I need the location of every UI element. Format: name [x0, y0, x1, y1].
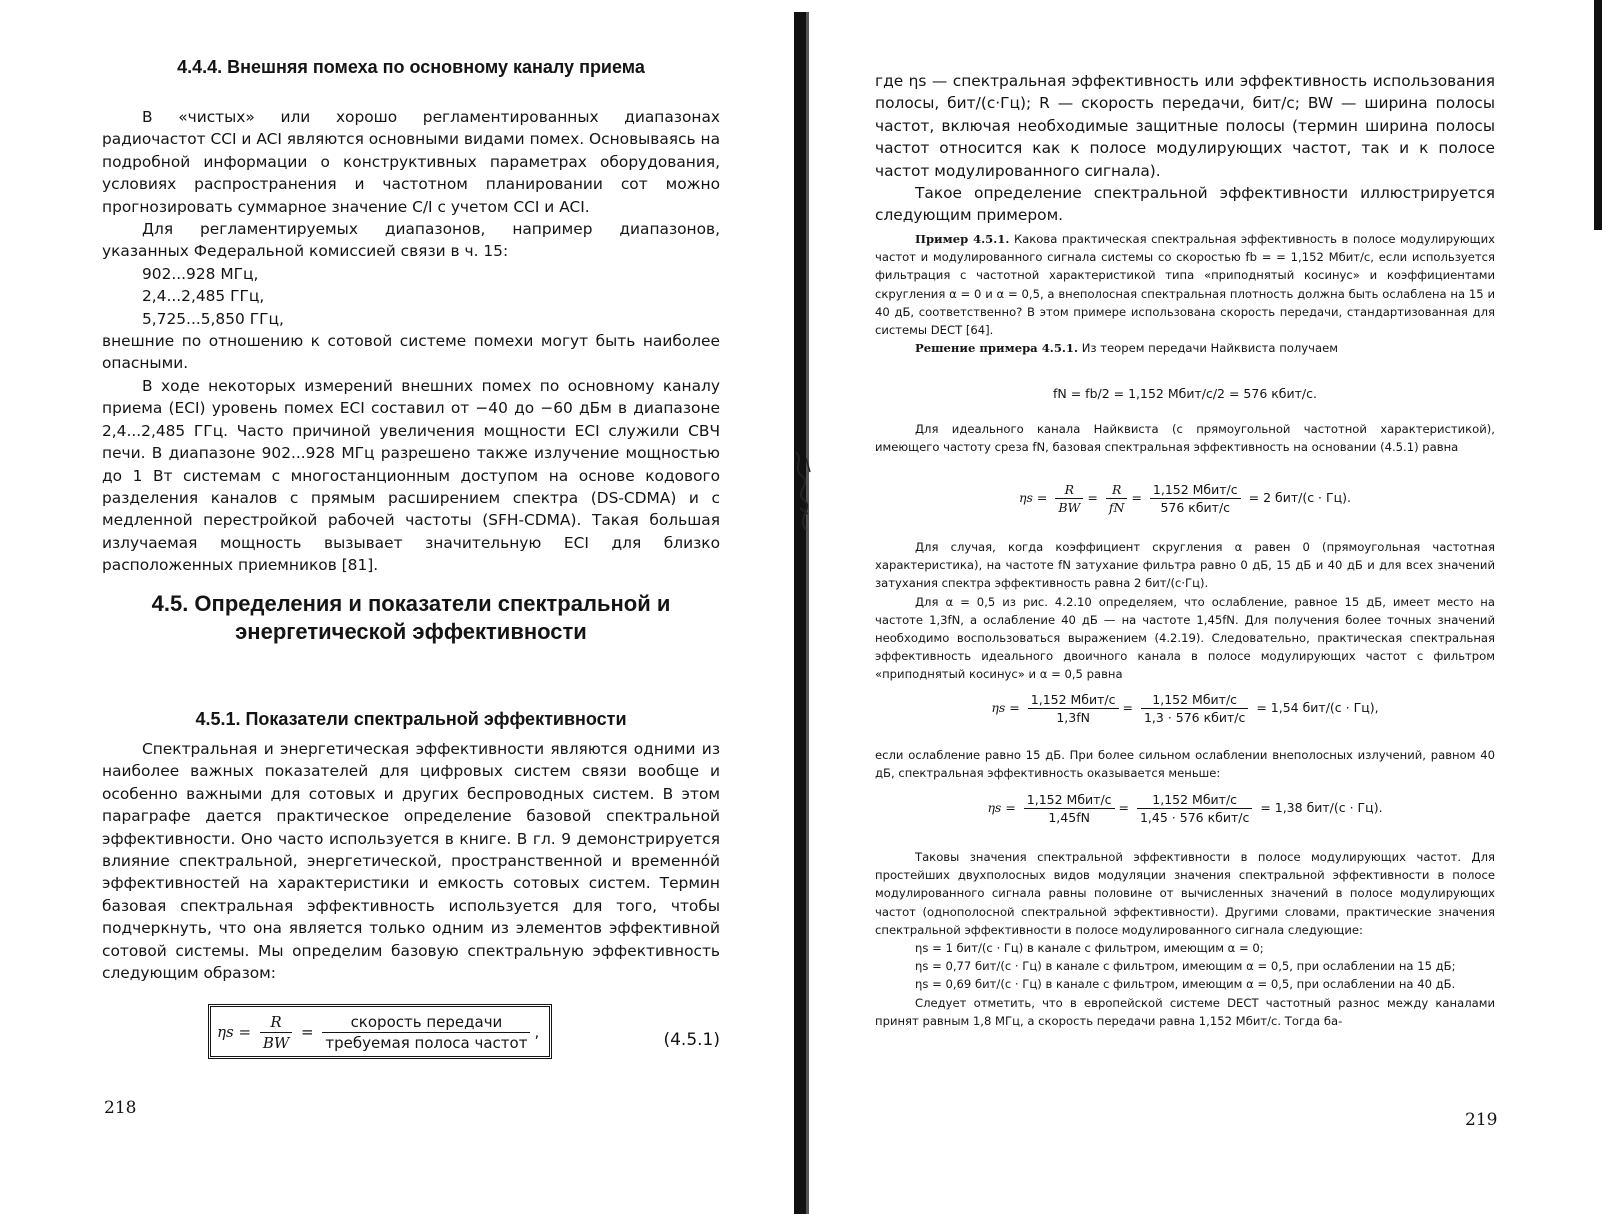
formula-fraction	[1024, 792, 1115, 825]
solution-block	[875, 339, 1495, 357]
fraction-denominator: 1,45 · 576 кбит/с	[1139, 810, 1250, 825]
formula-40db: ηs = $\frac{\text{1,152 Мбит/с}}{1,45fN}$ = $\frac{\text{1,152 Мбит/с}}{\text{1,45 · 576 кбит/с}}$ = 1,38 бит/(с · Гц).	[987, 792, 1383, 825]
formula-lhs: ηs =	[1019, 490, 1048, 505]
fraction-denominator: BW	[1058, 500, 1081, 515]
fraction-denominator: требуемая полоса частот	[325, 1034, 528, 1052]
paragraph: В ходе некоторых измерений внешних помех по основному каналу приема (ECI) уровень помех ECI составил от −40 до −60 дБм в диапазоне 2,4...2,485 ГГц. Часто причиной увеличения мощности ECI служили СВЧ печи. В диапазоне 902...928 МГц разрешено также излучение мощностью до 1 Вт системам с многостанционным доступом на основе кодового разделения каналов с прямым расширением спектра (DS-CDMA) и с медленной перестройкой рабочей частоты (SFH-CDMA). Такая большая излучаемая мощность вызывает значительную ECI для близко расположенных приемников [81].	[102, 376, 720, 575]
fraction-numerator: R	[260, 1013, 292, 1033]
result-item: ηs = 0,69 бит/(с · Гц) в канале с фильтром, имеющим α = 0,5, при ослаблении на 40 дБ.	[915, 977, 1456, 992]
paragraph: Для случая, когда коэффициент скругления α равен 0 (прямоугольная частотная характеристика), на частоте fN затухание фильтра равно 0 дБ, 15 дБ и 40 дБ и для всех значений затухания спектра эффективность равна 2 бит/(с·Гц).	[875, 540, 1495, 591]
solution-text: Из теорем передачи Найквиста получаем	[1081, 341, 1338, 356]
band-item: 902...928 МГц,	[142, 264, 259, 283]
formula-fraction	[1028, 692, 1119, 725]
boxed-formula: ηs = $\frac{R}{BW}$ = $\frac{\text{скорость передачи}}{\text{требуемая полоса частот}}$ ,	[208, 1004, 552, 1059]
result-item: ηs = 0,77 бит/(с · Гц) в канале с фильтром, имеющим α = 0,5, при ослаблении на 15 дБ;	[915, 959, 1456, 974]
chapter-title: 4.5. Определения и показатели спектральной и энергетической эффективности	[151, 591, 671, 644]
fraction-denominator: fN	[1108, 500, 1125, 515]
example-text: Какова практическая спектральная эффективность в полосе модулирующих частот и модулированного сигнала системы со скоростью fb = = 1,152 Мбит/с, если используется фильтрация с частотной характеристикой типа «приподнятый косинус» и коэффициентами скругления α = 0 и α = 0,5, а внеполосная спектральная плотность должна быть ослаблена на 15 и 40 дБ, соответственно? В этом примере использована скорость передачи, стандартизованная для системы DECT [64].	[875, 232, 1495, 338]
fraction-denominator: BW	[262, 1034, 290, 1052]
formula-fraction	[322, 1013, 530, 1052]
paragraph: где ηs — спектральная эффективность или эффективность использования полосы, бит/(с·Гц); R — скорость передачи, бит/с; BW — ширина полосы частот, включая необходимые защитные полосы (термин ширина полосы частот относится как к полосе модулирующих частот, так и к полосе частот модулированного сигнала).	[875, 72, 1495, 180]
page-number: 218	[104, 1098, 137, 1118]
formula-fraction	[1150, 482, 1241, 515]
paragraph: Следует отметить, что в европейской системе DECT частотный разнос между каналами принят равным 1,8 МГц, а скорость передачи равна 1,152 Мбит/с. Тогда ба-	[875, 995, 1495, 1028]
handwritten-mark	[790, 448, 816, 538]
solution-label: Решение примера 4.5.1.	[915, 341, 1079, 356]
formula-result: = 1,38 бит/(с · Гц).	[1260, 800, 1383, 815]
equals-sign: =	[301, 1023, 314, 1041]
fraction-numerator: скорость передачи	[322, 1013, 530, 1033]
paragraph: Для идеального канала Найквиста (с прямоугольной частотной характеристикой), имеющего частоту среза fN, базовая спектральная эффективность на основании (4.5.1) равна	[875, 422, 1495, 455]
binding-edge	[806, 12, 809, 1214]
fraction-numerator: R	[1055, 482, 1083, 499]
fraction-numerator: 1,152 Мбит/с	[1028, 692, 1119, 709]
fraction-denominator: 576 кбит/с	[1160, 500, 1231, 515]
formula-nyquist: ηs = $\frac{R}{BW}$ = $\frac{R}{fN}$ = $\frac{\text{1,152 Мбит/с}}{\text{576 кбит/с}}$ = 2 бит/(с · Гц).	[1019, 482, 1351, 515]
formula-result: = 1,54 бит/(с · Гц),	[1256, 700, 1379, 715]
formula-fraction	[1141, 692, 1248, 725]
paragraph: В «чистых» или хорошо регламентированных диапазонах радиочастот CCI и ACI являются основными видами помех. Основываясь на подробной информации о конструктивных параметрах оборудования, условиях распространения и частотном планировании сот можно прогнозировать суммарное значение C/I с учетом CCI и ACI.	[102, 108, 720, 216]
binding-shadow	[794, 12, 806, 1214]
paragraph: Таковы значения спектральной эффективности в полосе модулирующих частот. Для простейших двухполосных видов модуляции значения спектральной эффективности в полосе модулированного сигнала равны половине от вычисленных значений в полосе модулирующих частот (однополосной спектральной эффективности). Другими словами, практические значения спектральной эффективности в полосе модулированного сигнала следующие:	[875, 850, 1495, 937]
formula-fraction	[260, 1013, 292, 1052]
paragraph: внешние по отношению к сотовой системе помехи могут быть наиболее опасными.	[102, 332, 720, 373]
left-page	[0, 0, 790, 1214]
paragraph: Для регламентируемых диапазонов, например диапазонов, указанных Федеральной комиссией связи в ч. 15:	[102, 220, 720, 261]
formula-fn: fN = fb/2 = 1,152 Мбит/с/2 = 576 кбит/с.	[1053, 386, 1317, 401]
fraction-denominator: 1,45fN	[1048, 810, 1090, 825]
formula-fraction	[1106, 482, 1128, 515]
paragraph: Такое определение спектральной эффективности иллюстрируется следующим примером.	[875, 184, 1495, 225]
equation-number: (4.5.1)	[663, 1030, 720, 1050]
formula-lhs: ηs =	[991, 700, 1020, 715]
band-item: 5,725...5,850 ГГц,	[142, 309, 284, 328]
fraction-numerator: 1,152 Мбит/с	[1024, 792, 1115, 809]
fraction-numerator: R	[1106, 482, 1128, 499]
paragraph: Спектральная и энергетическая эффективности являются одними из наиболее важных показателей для цифровых систем связи вообще и особенно важными для сотовых и других беспроводных систем. В этом параграфе дается практическое определение базовой спектральной эффективности. Оно часто используется в книге. В гл. 9 демонстрируется влияние спектральной, энергетической, пространственной и временно́й эффективностей на характеристики и емкость сотовых систем. Термин базовая спектральная эффективность используется для того, чтобы подчеркнуть, что она является только одним из элементов эффективной сотовой системы. Мы определим базовую спектральную эффективность следующим образом:	[102, 740, 720, 983]
formula-fraction	[1055, 482, 1083, 515]
result-item: ηs = 1 бит/(с · Гц) в канале с фильтром, имеющим α = 0;	[915, 941, 1264, 956]
section-4-5-1-title: 4.5.1. Показатели спектральной эффективности	[195, 709, 627, 729]
fraction-numerator: 1,152 Мбит/с	[1150, 482, 1241, 499]
fraction-numerator: 1,152 Мбит/с	[1137, 792, 1252, 809]
formula-lhs: ηs =	[217, 1023, 252, 1041]
fraction-denominator: 1,3 · 576 кбит/с	[1143, 710, 1246, 725]
paragraph: Для α = 0,5 из рис. 4.2.10 определяем, что ослабление, равное 15 дБ, имеет место на частоте 1,3fN, а ослабление 40 дБ — на частоте 1,45fN. Для получения более точных значений необходимо воспользоваться выражением (4.2.19). Следовательно, практическая спектральная эффективность идеального двоичного канала в полосе модулирующих частот с фильтром «приподнятый косинус» и α = 0,5 равна	[875, 594, 1495, 682]
equation-4-5-1	[102, 1004, 720, 1068]
band-item: 2,4...2,485 ГГц,	[142, 287, 265, 306]
example-label: Пример 4.5.1.	[915, 232, 1010, 246]
formula-result: = 2 бит/(с · Гц).	[1248, 490, 1351, 505]
fraction-numerator: 1,152 Мбит/с	[1141, 692, 1248, 709]
book-binding	[786, 12, 816, 1214]
formula-15db: ηs = $\frac{\text{1,152 Мбит/с}}{1,3fN}$ = $\frac{\text{1,152 Мбит/с}}{\text{1,3 · 576 кбит/с}}$ = 1,54 бит/(с · Гц),	[991, 692, 1379, 725]
right-page	[815, 0, 1606, 1214]
section-4-4-4-title: 4.4.4. Внешняя помеха по основному каналу приема	[177, 57, 645, 77]
paragraph: если ослабление равно 15 дБ. При более сильном ослаблении внеполосных излучений, равном 40 дБ, спектральная эффективность оказывается меньше:	[875, 748, 1495, 781]
fraction-denominator: 1,3fN	[1056, 710, 1090, 725]
example-block	[875, 230, 1495, 339]
formula-lhs: ηs =	[987, 800, 1016, 815]
formula-fraction	[1137, 792, 1252, 825]
page-number: 219	[1465, 1110, 1498, 1130]
